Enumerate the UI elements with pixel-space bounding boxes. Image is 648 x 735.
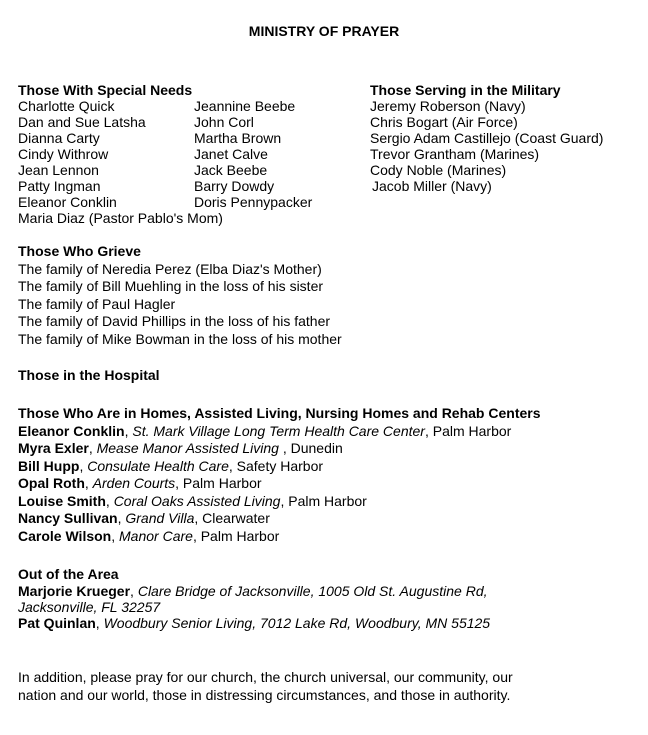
homes-item	[18, 423, 638, 441]
military-heading: Those Serving in the Military	[370, 82, 561, 98]
comma: ,	[111, 527, 120, 544]
facility-name: Mease Manor Assisted Living	[96, 440, 279, 456]
special-needs-name: Jeannine Beebe	[194, 98, 296, 114]
city: , Palm Harbor	[192, 527, 280, 544]
homes-item	[18, 440, 638, 458]
facility-name: Consulate Health Care	[87, 457, 229, 474]
homes-item	[18, 475, 638, 493]
military-section	[370, 82, 603, 194]
grieve-item: The family of Mike Bowman in the loss of his mother	[18, 330, 342, 347]
comma: ,	[105, 492, 114, 509]
city: , Dunedin	[278, 440, 343, 456]
special-needs-name: Dianna Carty	[18, 130, 100, 146]
grieve-heading: Those Who Grieve	[18, 243, 141, 259]
closing-line: In addition, please pray for our church, the church universal, our community, our	[18, 669, 513, 685]
city: , Palm Harbor	[175, 475, 262, 491]
facility-name: Arden Courts	[92, 475, 176, 491]
comma: ,	[124, 422, 133, 439]
address-line: Clare Bridge of Jacksonville, 1005 Old St. Augustine Rd,	[137, 583, 488, 599]
out-of-area-section	[18, 566, 638, 632]
resident-name: Carole Wilson	[18, 527, 112, 544]
special-needs-name: Jean Lennon	[18, 162, 99, 178]
grieve-item: The family of David Phillips in the loss of his father	[18, 313, 331, 329]
special-needs-name: Janet Calve	[194, 146, 268, 162]
special-needs-name: Barry Dowdy	[194, 178, 275, 194]
resident-name: Myra Exler	[18, 440, 89, 456]
facility-name: Grand Villa	[125, 510, 195, 526]
city: , Palm Harbor	[280, 492, 367, 509]
military-name: Jeremy Roberson (Navy)	[370, 98, 526, 114]
homes-section	[18, 405, 638, 545]
out-of-area-item	[18, 583, 638, 600]
special-needs-name: Jack Beebe	[194, 162, 268, 178]
closing-line: nation and our world, those in distressing circumstances, and those in authority.	[18, 687, 511, 703]
special-needs-name: Dan and Sue Latsha	[18, 114, 146, 130]
military-name: Trevor Grantham (Marines)	[370, 146, 540, 162]
city: , Clearwater	[194, 510, 270, 526]
special-needs-name: Eleanor Conklin	[18, 194, 117, 210]
homes-item	[18, 458, 638, 476]
city: , Safety Harbor	[228, 457, 324, 474]
grieve-item: The family of Paul Hagler	[18, 295, 176, 312]
out-of-area-item-cont	[18, 600, 638, 615]
closing-section	[18, 668, 638, 704]
comma: ,	[79, 457, 88, 474]
special-needs-name: Charlotte Quick	[18, 98, 115, 114]
special-needs-section	[18, 82, 192, 98]
comma: ,	[130, 583, 138, 599]
address-line: Woodbury Senior Living, 7012 Lake Rd, Woodbury, MN 55125	[103, 615, 491, 631]
comma: ,	[84, 475, 93, 491]
military-name: Sergio Adam Castillejo (Coast Guard)	[370, 130, 604, 146]
grieve-section	[18, 243, 638, 348]
special-needs-name: Maria Diaz (Pastor Pablo's Mom)	[18, 210, 223, 226]
hospital-section	[18, 367, 638, 385]
address-line: Jacksonville, FL 32257	[18, 599, 161, 615]
resident-name: Louise Smith	[18, 492, 106, 509]
grieve-item: The family of Bill Muehling in the loss of his sister	[18, 278, 324, 294]
homes-item	[18, 510, 638, 528]
comma: ,	[95, 615, 104, 631]
out-of-area-heading: Out of the Area	[18, 566, 119, 582]
special-needs-heading: Those With Special Needs	[18, 82, 193, 98]
grieve-item: The family of Neredia Perez (Elba Diaz's Mother)	[18, 260, 322, 277]
military-name: Jacob Miller (Navy)	[372, 178, 492, 194]
resident-name: Nancy Sullivan	[18, 510, 118, 526]
special-needs-name: Doris Pennypacker	[194, 194, 313, 210]
special-needs-col1	[18, 98, 223, 226]
homes-item	[18, 528, 638, 546]
homes-item	[18, 493, 638, 511]
special-needs-name: Patty Ingman	[18, 178, 101, 194]
comma: ,	[88, 440, 97, 456]
special-needs-col2	[194, 98, 312, 210]
military-name: Chris Bogart (Air Force)	[370, 114, 518, 130]
out-of-area-item	[18, 615, 638, 632]
hospital-heading: Those in the Hospital	[18, 367, 160, 383]
resident-name: Opal Roth	[18, 475, 85, 491]
special-needs-name: Martha Brown	[194, 130, 282, 146]
person-name: Marjorie Krueger	[18, 583, 131, 599]
city: , Palm Harbor	[424, 422, 512, 439]
comma: ,	[117, 510, 126, 526]
facility-name: Manor Care	[119, 527, 193, 544]
military-name: Cody Noble (Marines)	[370, 162, 507, 178]
homes-heading: Those Who Are in Homes, Assisted Living, Nursing Homes and Rehab Centers	[18, 405, 541, 421]
special-needs-name: Cindy Withrow	[18, 146, 109, 162]
resident-name: Eleanor Conklin	[18, 422, 125, 439]
special-needs-name: John Corl	[194, 114, 254, 130]
person-name: Pat Quinlan	[18, 615, 96, 631]
resident-name: Bill Hupp	[18, 457, 80, 474]
page-title: MINISTRY OF PRAYER	[248, 23, 400, 39]
facility-name: Coral Oaks Assisted Living	[113, 492, 281, 509]
facility-name: St. Mark Village Long Term Health Care Center	[132, 422, 425, 439]
